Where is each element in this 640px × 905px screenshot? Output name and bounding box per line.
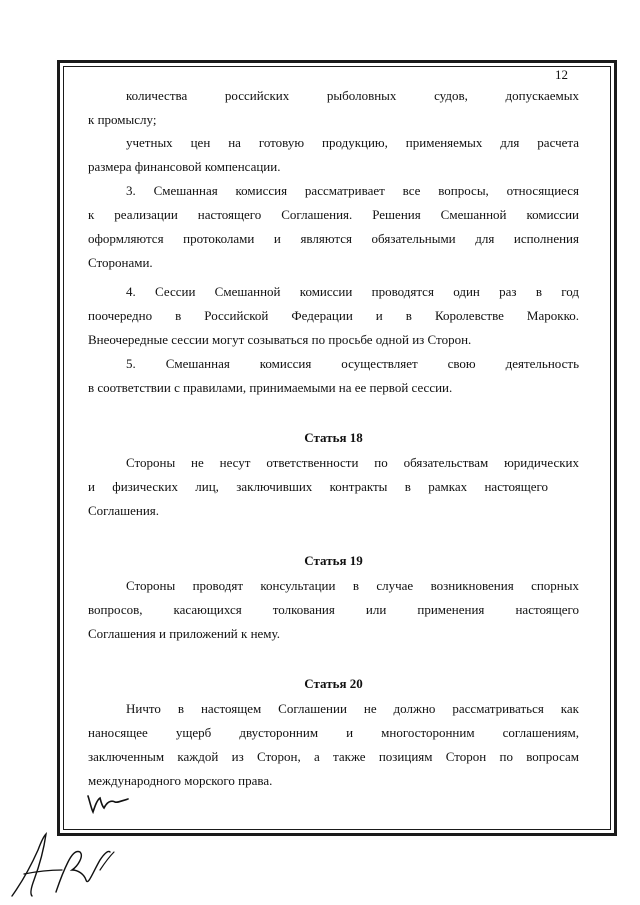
- signature-mark: [4, 830, 134, 902]
- text-line: Ничто в настоящем Соглашении не должно рассматриваться как: [126, 701, 579, 716]
- text-line: к промыслу;: [88, 112, 157, 127]
- text-line: Соглашения и приложений к нему.: [88, 626, 280, 641]
- text-line: и физических лиц, заключивших контракты в рамках настоящего: [88, 479, 548, 494]
- text-line: Сторонами.: [88, 255, 153, 270]
- initials-mark: [84, 786, 140, 816]
- text-line: количества российских рыболовных судов, допускаемых: [126, 88, 579, 103]
- text-line: Стороны проводят консультации в случае возникновения спорных: [126, 578, 579, 593]
- list-item-vessels: [88, 84, 579, 132]
- text-line: 5. Смешанная комиссия осуществляет свою деятельность: [126, 356, 579, 371]
- text-line: Внеочередные сессии могут созываться по просьбе одной из Сторон.: [88, 332, 472, 347]
- article-18-body: [88, 451, 579, 523]
- text-line: поочередно в Российской Федерации и в Королевстве Марокко.: [88, 308, 579, 323]
- text-line: Соглашения.: [88, 503, 160, 518]
- text-line: оформляются протоколами и являются обязательными для исполнения: [88, 231, 579, 246]
- list-item-prices: [88, 131, 579, 179]
- paragraph-4: [88, 280, 579, 352]
- page-number: 12: [555, 67, 568, 82]
- text-line: наносящее ущерб двусторонним и многосторонним соглашениям,: [88, 725, 579, 740]
- paragraph-3: [88, 179, 579, 275]
- article-19-body: [88, 574, 579, 646]
- text-line: размера финансовой компенсации.: [88, 159, 281, 174]
- text-line: 3. Смешанная комиссия рассматривает все вопросы, относящиеся: [126, 183, 579, 198]
- text-line: заключенным каждой из Сторон, а также позициям Сторон по вопросам: [88, 749, 579, 764]
- text-line: к реализации настоящего Соглашения. Решения Смешанной комиссии: [88, 207, 579, 222]
- text-line: международного морского права.: [88, 773, 273, 788]
- text-line: вопросов, касающихся толкования или применения настоящего: [88, 602, 579, 617]
- text-line: учетных цен на готовую продукцию, применяемых для расчета: [126, 135, 579, 150]
- text-line: 4. Сессии Смешанной комиссии проводятся один раз в год: [126, 284, 579, 299]
- article-19-title: Статья 19: [304, 553, 363, 568]
- paragraph-5: [88, 352, 579, 400]
- article-20-title: Статья 20: [304, 676, 363, 691]
- text-line: в соответствии с правилами, принимаемыми на ее первой сессии.: [88, 380, 453, 395]
- article-18-title: Статья 18: [304, 430, 363, 445]
- text-line: Стороны не несут ответственности по обязательствам юридических: [126, 455, 579, 470]
- article-20-body: [88, 697, 579, 793]
